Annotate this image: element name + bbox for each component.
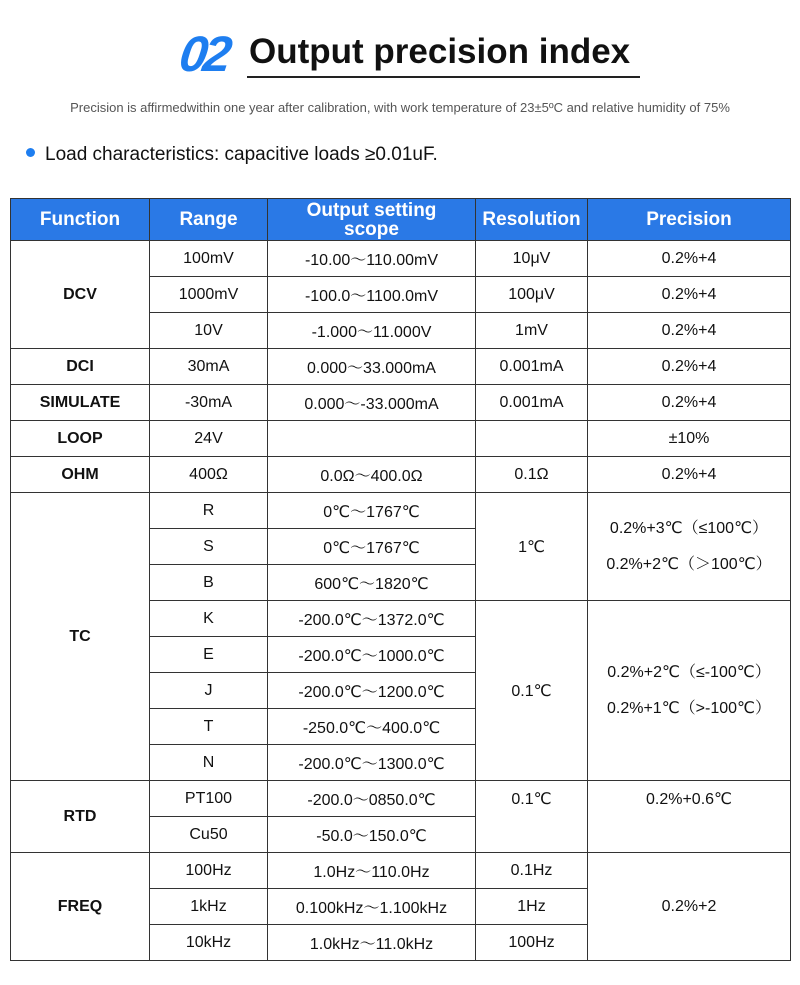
resolution-cell: 1Hz [476, 889, 588, 925]
range-cell: 30mA [150, 349, 268, 385]
scope-cell: -10.00～110.00mV [268, 241, 476, 277]
precision-line: 0.2%+1℃（>-100℃） [606, 699, 772, 717]
header-range: Range [150, 199, 268, 241]
resolution-cell: 1℃ [476, 493, 588, 601]
range-cell: T [150, 709, 268, 745]
resolution-cell: 0.1Hz [476, 853, 588, 889]
function-simulate: SIMULATE [11, 385, 150, 421]
scope-cell [268, 421, 476, 457]
scope-cell: -200.0℃～1300.0℃ [268, 745, 476, 781]
precision-cell: 0.2%+4 [588, 385, 791, 421]
scope-cell: 0℃～1767℃ [268, 529, 476, 565]
precision-line: 0.2%+2℃（≤-100℃） [607, 663, 771, 681]
resolution-cell: 0.001mA [476, 385, 588, 421]
scope-cell: -100.0～1100.0mV [268, 277, 476, 313]
resolution-cell: 1mV [476, 313, 588, 349]
precision-cell: 0.2%+4 [588, 313, 791, 349]
load-note-text: Load characteristics: capacitive loads ≥0.01uF. [45, 144, 438, 165]
table-row [11, 853, 791, 889]
function-dci: DCI [11, 349, 150, 385]
range-cell: K [150, 601, 268, 637]
page-header [0, 22, 800, 82]
range-cell: 24V [150, 421, 268, 457]
resolution-cell: 0.001mA [476, 349, 588, 385]
range-cell: E [150, 637, 268, 673]
table-row [11, 241, 791, 277]
resolution-cell: 10μV [476, 241, 588, 277]
range-cell: J [150, 673, 268, 709]
range-cell: 1000mV [150, 277, 268, 313]
precision-line: 0.2%+2℃（＞100℃） [606, 555, 772, 573]
function-loop: LOOP [11, 421, 150, 457]
precision-cell: 0.2%+0.6℃ [588, 781, 791, 853]
range-cell: Cu50 [150, 817, 268, 853]
scope-cell: 0.000～33.000mA [268, 349, 476, 385]
header-function: Function [11, 199, 150, 241]
scope-cell: 0.100kHz～1.100kHz [268, 889, 476, 925]
range-cell: 100mV [150, 241, 268, 277]
scope-cell: -200.0～0850.0℃ [268, 781, 476, 817]
header-resolution: Resolution [476, 199, 588, 241]
function-rtd: RTD [11, 781, 150, 853]
scope-cell: 1.0kHz～11.0kHz [268, 925, 476, 961]
resolution-cell [476, 421, 588, 457]
range-cell: -30mA [150, 385, 268, 421]
scope-cell: -200.0℃～1372.0℃ [268, 601, 476, 637]
table-row [11, 385, 791, 421]
resolution-cell: 100Hz [476, 925, 588, 961]
function-dcv: DCV [11, 241, 150, 349]
function-tc: TC [11, 493, 150, 781]
precision-table [10, 198, 791, 961]
scope-cell: 0℃～1767℃ [268, 493, 476, 529]
page-subtitle: Precision is affirmedwithin one year after calibration, with work temperature of 23±5ºC and relative humidity of 75% [70, 100, 730, 115]
precision-cell [588, 493, 791, 601]
scope-cell: -1.000～11.000V [268, 313, 476, 349]
scope-cell: 600℃～1820℃ [268, 565, 476, 601]
scope-cell: -250.0℃～400.0℃ [268, 709, 476, 745]
scope-cell: -200.0℃～1000.0℃ [268, 637, 476, 673]
header-scope: Output setting scope [268, 199, 476, 241]
function-freq: FREQ [11, 853, 150, 961]
precision-cell: 0.2%+4 [588, 277, 791, 313]
range-cell: S [150, 529, 268, 565]
table-row [11, 457, 791, 493]
resolution-cell: 0.1℃ [476, 781, 588, 853]
precision-cell: 0.2%+2 [588, 853, 791, 961]
section-number: 02 [176, 26, 232, 82]
range-cell: 1kHz [150, 889, 268, 925]
range-cell: N [150, 745, 268, 781]
precision-cell: 0.2%+4 [588, 349, 791, 385]
table-row [11, 349, 791, 385]
page-title: Output precision index [249, 32, 631, 71]
scope-cell: -50.0～150.0℃ [268, 817, 476, 853]
scope-cell: -200.0℃～1200.0℃ [268, 673, 476, 709]
range-cell: R [150, 493, 268, 529]
resolution-cell: 0.1℃ [476, 601, 588, 781]
range-cell: 10V [150, 313, 268, 349]
resolution-cell: 100μV [476, 277, 588, 313]
bullet-dot-icon [26, 148, 35, 157]
precision-cell [588, 601, 791, 781]
load-note [26, 144, 438, 166]
precision-cell: ±10% [588, 421, 791, 457]
range-cell: PT100 [150, 781, 268, 817]
table-row [11, 493, 791, 529]
table-header-row [11, 199, 791, 241]
scope-cell: 1.0Hz～110.0Hz [268, 853, 476, 889]
range-cell: B [150, 565, 268, 601]
precision-cell: 0.2%+4 [588, 457, 791, 493]
range-cell: 100Hz [150, 853, 268, 889]
title-underline [247, 76, 640, 78]
range-cell: 10kHz [150, 925, 268, 961]
function-ohm: OHM [11, 457, 150, 493]
table-row [11, 781, 791, 817]
resolution-cell: 0.1Ω [476, 457, 588, 493]
header-precision: Precision [588, 199, 791, 241]
scope-cell: 0.000～-33.000mA [268, 385, 476, 421]
range-cell: 400Ω [150, 457, 268, 493]
scope-cell: 0.0Ω～400.0Ω [268, 457, 476, 493]
table-row [11, 421, 791, 457]
precision-cell: 0.2%+4 [588, 241, 791, 277]
precision-line: 0.2%+3℃（≤100℃） [609, 519, 769, 537]
